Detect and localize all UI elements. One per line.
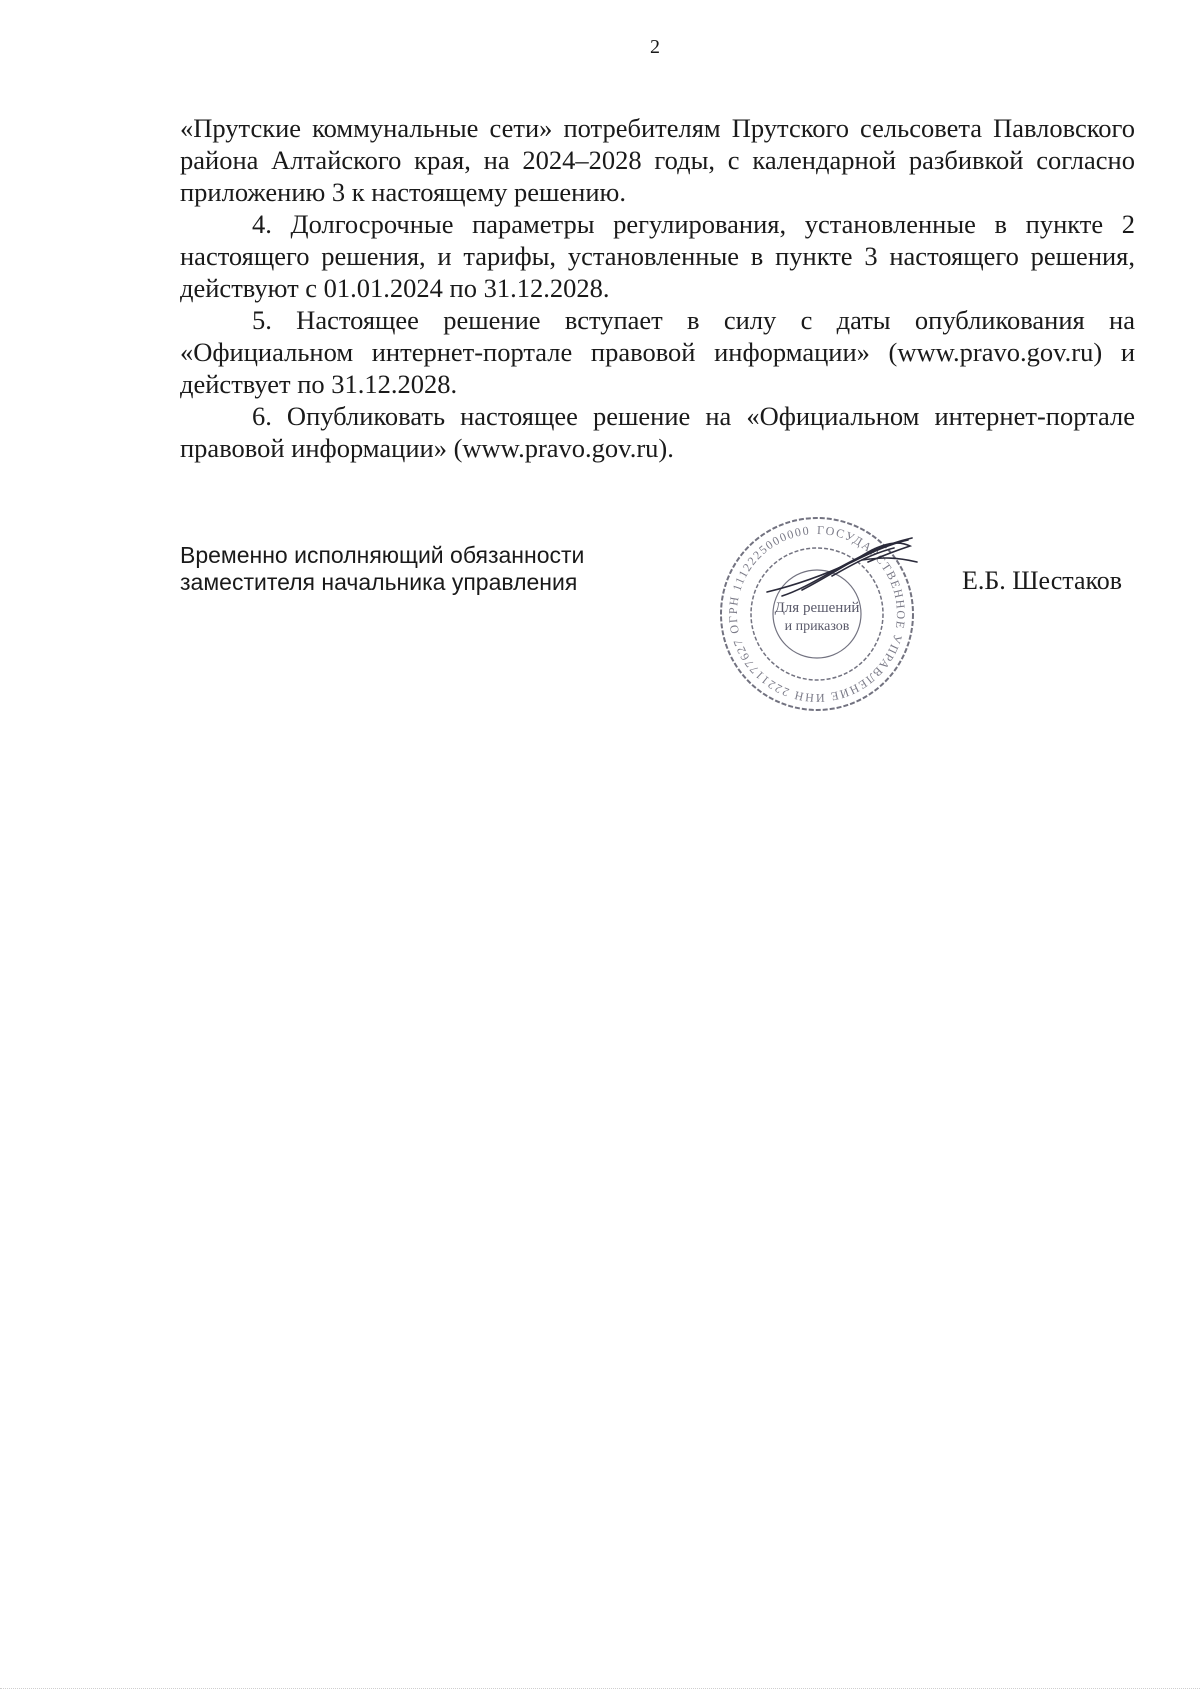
scan-edge-dots bbox=[0, 1688, 1200, 1690]
page-number: 2 bbox=[650, 36, 660, 58]
signatory-title-line-1: Временно исполняющий обязанности bbox=[180, 542, 585, 568]
item-5-paragraph: 5. Настоящее решение вступает в силу с даты опубликования на «Официальном интернет-портале правовой информации» (www.pravo.gov.ru) и действует по 31.12.2028. bbox=[180, 305, 1135, 399]
signatory-title bbox=[180, 542, 584, 596]
item-6-paragraph: 6. Опубликовать настоящее решение на «Официальном интернет-портале правовой информации» (www.pravo.gov.ru). bbox=[180, 401, 1135, 463]
official-seal bbox=[712, 500, 922, 730]
seal-ring-text: ГОСУДАРСТВЕННОЕ УПРАВЛЕНИЕ ИНН 2221177627 ОГРН 1112225000000 bbox=[725, 522, 909, 706]
seal-inner-text-line-2: и приказов bbox=[784, 619, 850, 634]
signer-name: Е.Б. Шестаков bbox=[962, 566, 1123, 595]
seal-inner-text-line-1: Для решений bbox=[774, 600, 860, 616]
signatory-title-line-2: заместителя начальника управления bbox=[180, 569, 578, 595]
item-4-paragraph: 4. Долгосрочные параметры регулирования, установленные в пункте 2 настоящего решения, и тарифы, установленные в пункте 3 настоящего решения, действуют с 01.01.2024 по 31.12.2028. bbox=[180, 209, 1135, 303]
continuation-paragraph: «Прутские коммунальные сети» потребителям Прутского сельсовета Павловского района Алтайского края, на 2024–2028 годы, с календарной разбивкой согласно приложению 3 к настоящему решению. bbox=[180, 113, 1135, 207]
document-body bbox=[180, 112, 1135, 464]
